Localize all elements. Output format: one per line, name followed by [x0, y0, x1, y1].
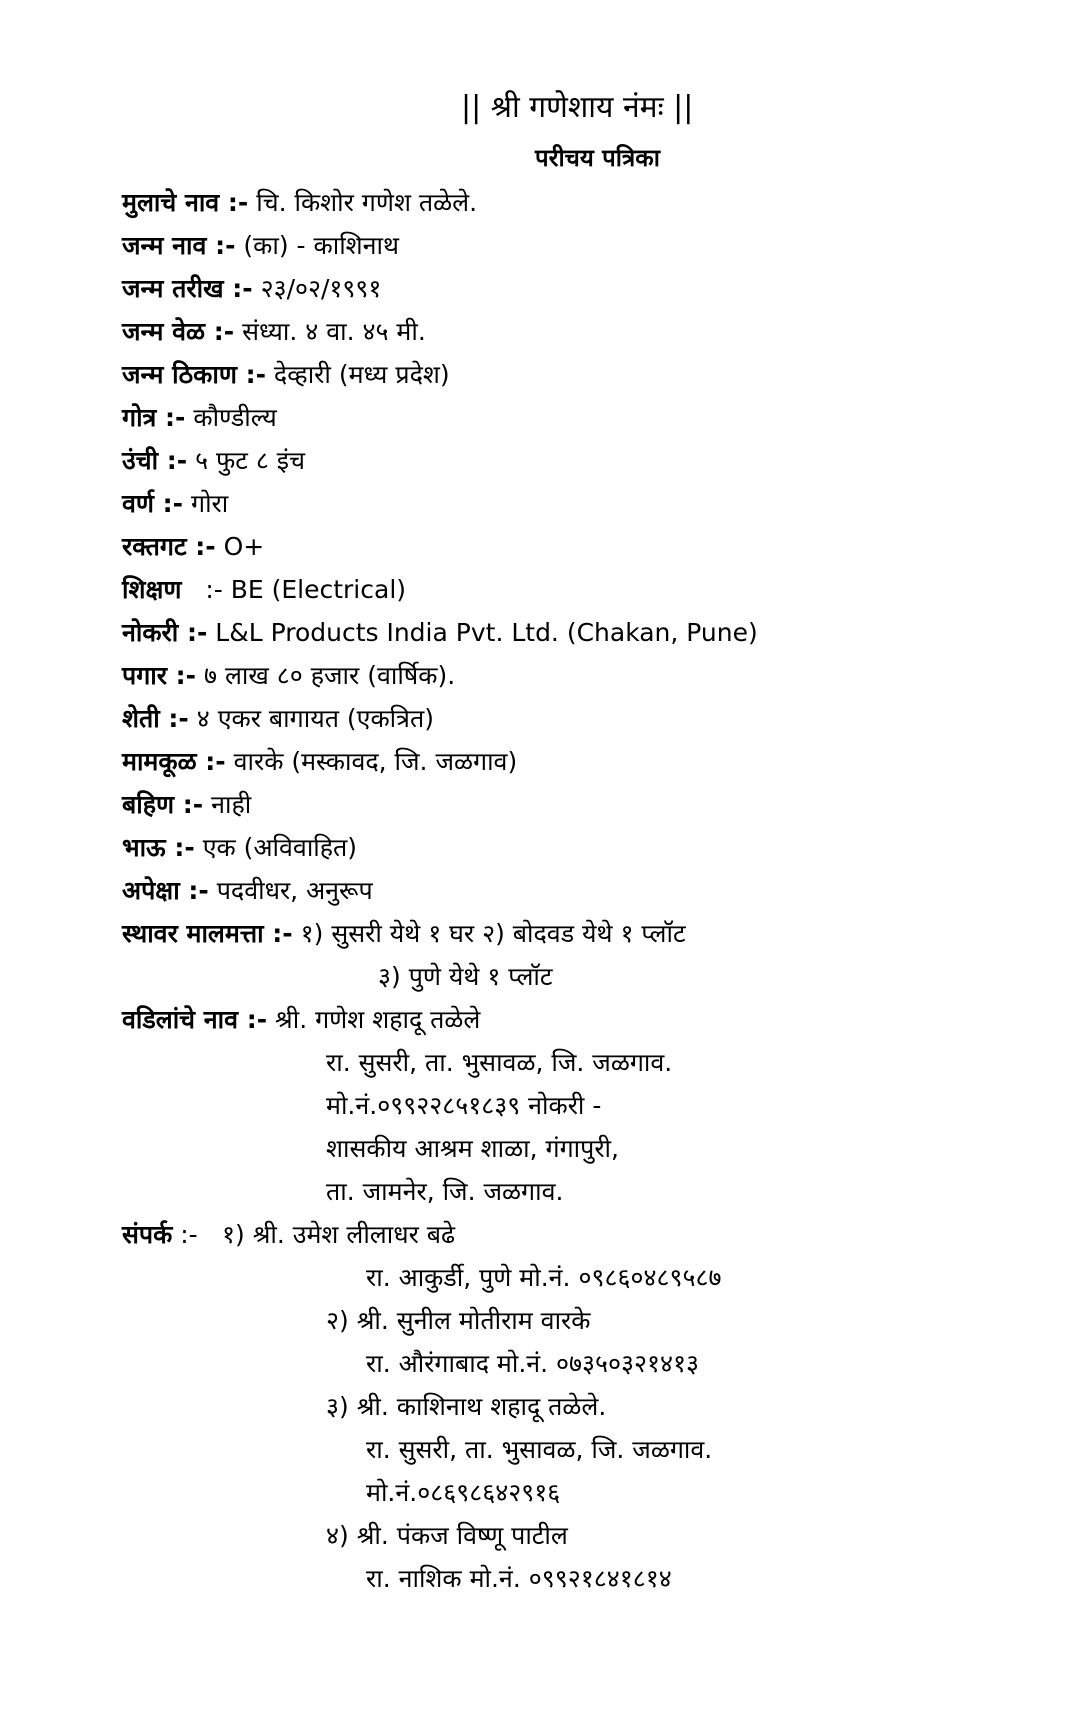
property-line-2: ३) पुणे येथे १ प्लॉट [378, 962, 553, 991]
field-row [122, 702, 434, 736]
property-row [122, 917, 686, 951]
contact-detail: मो.नं.०८६९८६४२९१६ [366, 1478, 561, 1507]
field-label: अपेक्षा :- [122, 876, 209, 905]
field-value: एक (अविवाहित) [194, 833, 358, 862]
page-subtitle: परीचय पत्रिका [535, 144, 660, 172]
father-address-line: रा. सुसरी, ता. भुसावळ, जि. जळगाव. [326, 1048, 673, 1077]
contact-detail: रा. नाशिक मो.नं. ०९९२१८४१८१४ [366, 1564, 672, 1593]
field-label: उंची :- [122, 446, 188, 475]
field-value: नाही [203, 790, 252, 819]
field-label: मामकूळ :- [122, 747, 226, 776]
field-label: गोत्र :- [122, 403, 186, 432]
page-heading: || श्री गणेशाय नंमः || [461, 90, 694, 125]
field-value: (का) - काशिनाथ [235, 231, 400, 260]
field-value: :- BE (Electrical) [181, 575, 407, 604]
contact-detail: रा. आकुर्डी, पुणे मो.नं. ०९८६०४८९५८७ [366, 1263, 722, 1292]
field-label: नोकरी :- [122, 618, 208, 647]
contact-detail: रा. औरंगाबाद मो.नं. ०७३५०३२१४१३ [366, 1349, 700, 1378]
field-value: ५ फुट ८ इंच [187, 446, 305, 475]
field-label: पगार :- [122, 661, 197, 690]
field-label: जन्म नाव :- [122, 231, 236, 260]
contact-name: २) श्री. सुनील मोतीराम वारके [326, 1306, 591, 1335]
field-row [122, 530, 264, 564]
field-row [122, 487, 228, 521]
contacts-sep: :- [172, 1220, 198, 1249]
field-value: चि. किशोर गणेश तळेले. [248, 188, 478, 217]
field-row [122, 358, 450, 392]
field-label: वर्ण :- [122, 489, 184, 518]
field-row [122, 831, 357, 865]
field-value: वारके (मस्कावद, जि. जळगाव) [225, 747, 518, 776]
field-value: पदवीधर, अनुरूप [208, 876, 373, 905]
father-address-line: शासकीय आश्रम शाळा, गंगापुरी, [326, 1134, 619, 1163]
field-label: रक्तगट :- [122, 532, 216, 561]
property-value: १) सुसरी येथे १ घर २) बोदवड येथे १ प्लॉट [292, 919, 686, 948]
field-row [122, 315, 426, 349]
father-name: श्री. गणेश शहादू तळेले [267, 1005, 481, 1034]
field-label: जन्म वेळ :- [122, 317, 235, 346]
field-row [122, 745, 517, 779]
field-row [122, 874, 373, 908]
field-row [122, 616, 758, 650]
field-value: संध्या. ४ वा. ४५ मी. [234, 317, 426, 346]
field-value: L&L Products India Pvt. Ltd. (Chakan, Pune) [207, 618, 758, 647]
contact-name: १) श्री. उमेश लीलाधर बढे [222, 1220, 456, 1249]
field-value: कौण्डील्य [185, 403, 277, 432]
field-value: O+ [215, 532, 265, 561]
field-label: मुलाचे नाव :- [122, 188, 249, 217]
field-value: २३/०२/१९९१ [252, 274, 382, 303]
field-row [122, 186, 477, 220]
father-row [122, 1003, 480, 1037]
contacts-label: संपर्क [122, 1220, 173, 1249]
field-row [122, 659, 455, 693]
field-label: शेती :- [122, 704, 189, 733]
contact-name: ४) श्री. पंकज विष्णू पाटील [326, 1521, 568, 1550]
field-label: बहिण :- [122, 790, 204, 819]
field-value: गोरा [183, 489, 229, 518]
field-label: जन्म ठिकाण :- [122, 360, 266, 389]
field-row [122, 401, 277, 435]
field-row [122, 272, 381, 306]
field-value: ७ लाख ८० हजार (वार्षिक). [196, 661, 456, 690]
contacts-row [122, 1218, 198, 1252]
contact-name: ३) श्री. काशिनाथ शहादू तळेले. [326, 1392, 607, 1421]
field-row [122, 573, 406, 607]
property-label: स्थावर मालमत्ता :- [122, 919, 293, 948]
field-row [122, 788, 251, 822]
field-label: जन्म तरीख :- [122, 274, 253, 303]
father-address-line: ता. जामनेर, जि. जळगाव. [326, 1177, 564, 1206]
contact-detail: रा. सुसरी, ता. भुसावळ, जि. जळगाव. [366, 1435, 713, 1464]
field-row [122, 444, 305, 478]
father-label: वडिलांचे नाव :- [122, 1005, 268, 1034]
father-address-line: मो.नं.०९९२२८५१८३९ नोकरी - [326, 1091, 602, 1120]
field-value: देव्हारी (मध्य प्रदेश) [265, 360, 450, 389]
field-value: ४ एकर बागायत (एकत्रित) [188, 704, 434, 733]
field-row [122, 229, 399, 263]
field-label: भाऊ :- [122, 833, 195, 862]
field-label: शिक्षण [122, 575, 182, 604]
